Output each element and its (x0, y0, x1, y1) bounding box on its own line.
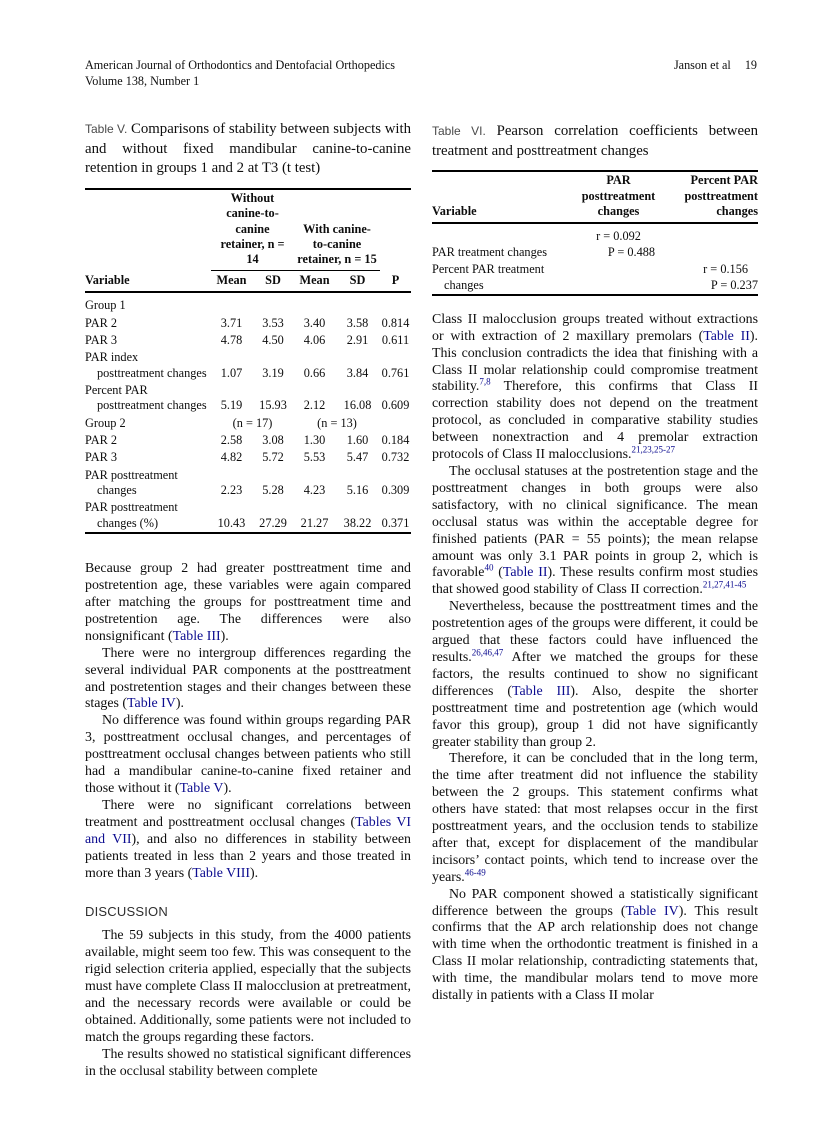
table-vi-title: Pearson correlation coefficients between treatment and posttreatment changes (432, 123, 758, 159)
table-row: Percent PAR treatment changes r = 0.156 P = 0.237 (432, 262, 758, 292)
table-row: PAR 3 4.82 5.72 5.53 5.47 0.732 (85, 450, 410, 465)
body-paragraph: The 59 subjects in this study, from the 4000 patients available, might seem too few. This was consequent to the rigid selection criteria applied, especially that the subjects must have complete Class II malocclusion at pretreatment, and the necessary records were available or could be obtained. Additionally, some patients were not included to match the groups regarding these factors. (85, 928, 411, 1045)
body-paragraph: The results showed no statistical significant differences in the occlusal stability between complete (85, 1046, 411, 1079)
table-v-column-header: SD (335, 272, 380, 292)
author-page-header (674, 57, 757, 73)
journal-volume: Volume 138, Number 1 (85, 74, 200, 88)
table-crossref-link[interactable]: Tables VI and VII (85, 814, 411, 847)
table-v-label: Table V. (85, 122, 128, 136)
table-v-span-header: With canine-to-canine retainer, n = 15 (294, 189, 380, 272)
table-row: PAR posttreatment changes (%) 10.43 27.29 21.27 38.22 0.371 (85, 500, 410, 530)
table-crossref-link[interactable]: Table III (172, 628, 221, 644)
table-row: Percent PAR posttreatment changes 5.19 15.93 2.12 16.08 0.609 (85, 382, 410, 413)
table-row: PAR index posttreatment changes 1.07 3.19 0.66 3.84 0.761 (85, 350, 410, 380)
reference-superscript-link[interactable]: 21,27,41-45 (702, 579, 747, 590)
table-vi (432, 170, 758, 296)
table-crossref-link[interactable]: Table II (502, 565, 548, 581)
body-paragraph: Nevertheless, because the posttreatment times and the postretention ages of the groups were different, it could be argued that these factors could have influenced the results.$^{26,46,47}$ After we matched the groups for these factors, the results continued to show no significant differences (Table III). Also, despite the shorter posttreatment time and postretention age (which would favor this group), group 1 did not have significantly greater stability than group 2. (432, 599, 758, 750)
table-crossref-link[interactable]: Table IV (127, 696, 176, 712)
discussion-body-text (85, 928, 411, 1080)
table-row: PAR 3 4.78 4.50 4.06 2.91 0.611 (85, 332, 410, 347)
table-v (85, 188, 411, 534)
table-crossref-link[interactable]: Table V (179, 780, 224, 796)
journal-header (85, 57, 395, 89)
reference-superscript-link[interactable]: 21,23,25-27 (631, 444, 675, 455)
body-paragraph: Class II malocclusion groups treated without extractions or with extraction of 2 maxillary premolars (Table II). This conclusion contradicts the idea that finishing with a Class II molar relationship could compromise treatment stability.$^{7,8}$ Therefore, this confirms that Class II correction stability does not depend on the treatment protocol, as concluded in comparative stability studies between nonextraction and 4 premolar extraction protocols of Class II malocclusions.$^{21,23,25-27}$ (432, 311, 758, 463)
table-crossref-link[interactable]: Table III (511, 683, 571, 699)
body-paragraph: Therefore, it can be concluded that in the long term, the time after treatment did not influence the stability between the 2 groups. This statement confirms what others have stated: that most relapses occur in the first posttreatment years, and the occlusion tends to stabilize after that, except for displacement of the mandibular incisors’ contact points, which tend to increase over the years.$^{46-49}$ (432, 751, 758, 885)
body-paragraph: There were no significant correlations between treatment and posttreatment occlusal changes (Tables VI and VII), and also no differences in stability between patients treated in less than 2 years and those treated in more than 3 years (Table VIII). (85, 797, 412, 881)
journal-title: American Journal of Orthodontics and Dentofacial Orthopedics (85, 58, 396, 72)
table-vi-column-header: PAR posttreatment changes (570, 171, 667, 223)
table-v-caption (85, 120, 411, 179)
table-crossref-link[interactable]: Table II (703, 328, 750, 344)
table-vi-column-header: Percent PAR posttreatment changes (667, 171, 758, 223)
table-v-column-header: P (380, 272, 411, 292)
reference-superscript-link[interactable]: 26,46,47 (471, 647, 504, 658)
table-crossref-link[interactable]: Table IV (625, 903, 679, 919)
right-body-text (432, 312, 758, 1005)
body-paragraph: No PAR component showed a statistically significant difference between the groups (Table IV). This result confirms that the AP arch relationship does not change with time when the orthodontic treatment is finished in a Class II molar relationship, contradicting statements that, with time, the mandibular molars tend to move more distally in patients with a Class II molar (432, 886, 758, 1004)
table-v-column-header: Mean (294, 272, 335, 292)
table-vi-label: Table VI. (432, 124, 486, 138)
table-crossref-link[interactable]: Table VIII (192, 865, 251, 881)
left-body-text (85, 561, 411, 882)
table-v-column-header: SD (252, 272, 294, 292)
body-paragraph: Because group 2 had greater posttreatment time and postretention age, these variables were again compared after matching the groups for posttreatment time and postretention age. The differences were also nonsignificant (Table III). (85, 561, 411, 644)
body-paragraph: There were no intergroup differences regarding the several individual PAR components at the posttreatment and postretention stages and their changes between these stages (Table IV). (85, 645, 411, 712)
running-head (85, 57, 757, 89)
author-name: Janson et al (673, 58, 731, 72)
table-v-title: Comparisons of stability between subjects with and without fixed mandibular canine-to-canine retention in groups 1 and 2 at T3 (t test) (85, 121, 411, 177)
table-row: PAR posttreatment changes 2.23 5.28 4.23 5.16 0.309 (85, 467, 410, 498)
reference-superscript-link[interactable]: 40 (484, 562, 494, 573)
table-v-column-header: Variable (85, 272, 211, 292)
table-vi-column-header: Variable (432, 171, 570, 223)
body-paragraph: No difference was found within groups regarding PAR 3, posttreatment occlusal changes, and percentages of posttreatment occlusal changes between patients who still had a mandibular canine-to-canine fixed retainer and those without it (Table V). (85, 713, 411, 796)
discussion-heading: DISCUSSION (85, 904, 168, 920)
reference-superscript-link[interactable]: 46-49 (464, 867, 486, 878)
table-v-span-header: Without canine-to-canine retainer, n = 14 (211, 189, 294, 272)
table-v-column-header: Mean (211, 272, 252, 292)
table-row: Group 2 (n = 17) (n = 13) (85, 415, 357, 430)
page-number: 19 (744, 58, 757, 72)
table-row: Group 1 (85, 298, 126, 313)
table-row: PAR treatment changes r = 0.092 P = 0.488 (432, 229, 656, 259)
reference-superscript-link[interactable]: 7,8 (479, 376, 491, 387)
body-paragraph: The occlusal statuses at the postretention stage and the posttreatment changes in both groups were also satisfactory, with no clinical significance. The mean occlusal status was within the acceptable degree for finished patients (PAR = 55 points); the mean relapse amount was only 3.1 PAR points in group 2, which is favorable$^{40}$ (Table II). These results confirm most studies that showed good stability of Class II correction.$^{21,27,41-45}$ (432, 464, 759, 598)
left-column (85, 120, 411, 1081)
table-vi-caption (432, 122, 758, 161)
table-row: PAR 2 3.71 3.53 3.40 3.58 0.814 (85, 315, 410, 330)
right-column (432, 122, 758, 1005)
table-row: PAR 2 2.58 3.08 1.30 1.60 0.184 (85, 433, 410, 448)
